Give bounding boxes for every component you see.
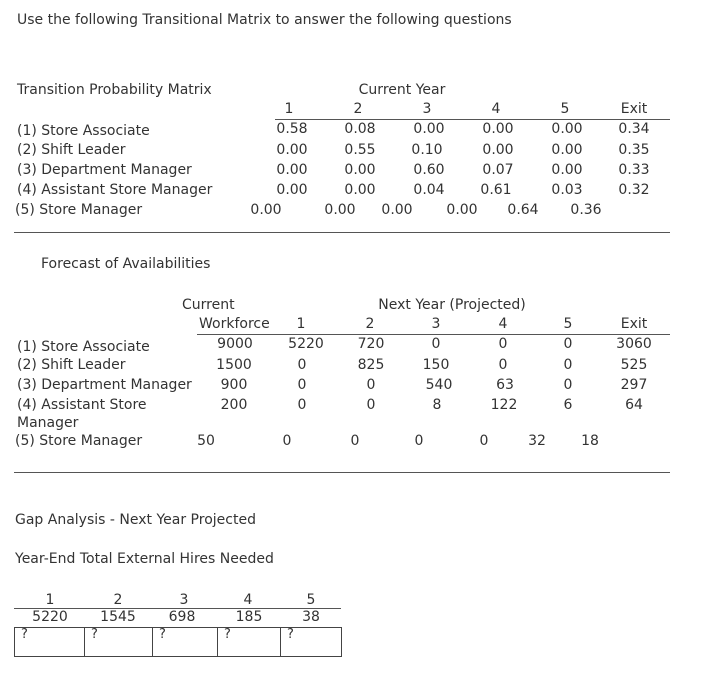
gap-answer: ?	[21, 627, 28, 642]
forecast-cell: 0	[431, 336, 441, 352]
tpm-cell: 0.34	[618, 121, 650, 137]
forecast-current-header: Current	[182, 297, 235, 313]
gap-value: 698	[168, 609, 196, 625]
tpm-cell: 0.00	[551, 142, 583, 158]
tpm-cell: 0.32	[618, 182, 650, 198]
intro-text: Use the following Transitional Matrix to answer the following questions	[17, 12, 512, 28]
forecast-row-label: (5) Store Manager	[15, 433, 143, 449]
forecast-row-label-cont: Manager	[17, 415, 79, 431]
forecast-cell: 32	[528, 433, 546, 449]
forecast-cell: 0	[498, 336, 508, 352]
tpm-cell: 0.03	[551, 182, 583, 198]
gap-value: 5220	[32, 609, 68, 625]
tpm-cell: 0.35	[618, 142, 650, 158]
forecast-col-header: 2	[365, 316, 375, 332]
tpm-cell: 0.00	[276, 182, 308, 198]
forecast-cell: 0	[563, 377, 573, 393]
gap-answer-box-4[interactable]	[217, 627, 281, 657]
tpm-cell: 0.55	[344, 142, 376, 158]
gap-col-header: 3	[179, 592, 189, 608]
forecast-cell: 0	[563, 336, 573, 352]
forecast-row-label: (4) Assistant Store	[17, 397, 147, 413]
tpm-col-header: 1	[284, 101, 294, 117]
gap-col-header: 5	[306, 592, 316, 608]
forecast-cell: 720	[357, 336, 385, 352]
forecast-cell: 0	[563, 357, 573, 373]
tpm-row-label: (5) Store Manager	[15, 202, 143, 218]
tpm-col-header: 2	[353, 101, 363, 117]
forecast-cell: 0	[498, 357, 508, 373]
tpm-cell: 0.33	[618, 162, 650, 178]
gap-answer: ?	[91, 627, 98, 642]
tpm-cell: 0.00	[482, 121, 514, 137]
forecast-cell: 0	[297, 377, 307, 393]
tpm-cell: 0.61	[480, 182, 512, 198]
tpm-col-header: 3	[422, 101, 432, 117]
tpm-cell: 0.60	[413, 162, 445, 178]
tpm-cell: 0.00	[344, 182, 376, 198]
forecast-workforce-cell: 200	[220, 397, 248, 413]
tpm-col-header: Exit	[620, 101, 648, 117]
tpm-cell: 0.00	[276, 142, 308, 158]
forecast-col-header: 4	[498, 316, 508, 332]
tpm-cell: 0.00	[276, 162, 308, 178]
forecast-cell: 825	[357, 357, 385, 373]
forecast-cell: 3060	[616, 336, 652, 352]
gap-answer-box-3[interactable]	[152, 627, 218, 657]
tpm-cell: 0.00	[344, 162, 376, 178]
forecast-cell: 297	[620, 377, 648, 393]
tpm-cell: 0.10	[411, 142, 443, 158]
forecast-cell: 18	[581, 433, 599, 449]
tpm-col-header: 4	[491, 101, 501, 117]
forecast-cell: 63	[496, 377, 514, 393]
forecast-cell: 150	[422, 357, 450, 373]
tpm-cell: 0.64	[507, 202, 539, 218]
tpm-cell: 0.58	[276, 121, 308, 137]
forecast-cell: 8	[432, 397, 442, 413]
tpm-cell: 0.00	[324, 202, 356, 218]
forecast-workforce-cell: 900	[220, 377, 248, 393]
section-divider	[14, 232, 670, 233]
tpm-cell: 0.00	[250, 202, 282, 218]
tpm-row-label: (1) Store Associate	[17, 123, 150, 139]
gap-value: 38	[302, 609, 320, 625]
forecast-workforce-cell: 9000	[217, 336, 253, 352]
forecast-row-label: (3) Department Manager	[17, 377, 192, 393]
forecast-workforce-header: Workforce	[199, 316, 270, 332]
forecast-group-header: Next Year (Projected)	[378, 297, 526, 313]
forecast-workforce-cell: 1500	[216, 357, 252, 373]
forecast-cell: 0	[414, 433, 424, 449]
forecast-cell: 0	[366, 377, 376, 393]
tpm-cell: 0.04	[413, 182, 445, 198]
tpm-cell: 0.00	[446, 202, 478, 218]
gap-answer-box-5[interactable]	[280, 627, 342, 657]
tpm-cell: 0.00	[413, 121, 445, 137]
tpm-cell: 0.07	[482, 162, 514, 178]
forecast-title: Forecast of Availabilities	[41, 256, 211, 272]
forecast-header-rule	[197, 334, 670, 335]
gap-col-header: 1	[45, 592, 55, 608]
forecast-cell: 0	[297, 397, 307, 413]
tpm-cell: 0.00	[381, 202, 413, 218]
gap-answer-box-2[interactable]	[84, 627, 153, 657]
tpm-group-header: Current Year	[358, 82, 446, 98]
gap-value: 1545	[100, 609, 136, 625]
forecast-cell: 0	[282, 433, 292, 449]
forecast-cell: 525	[620, 357, 648, 373]
tpm-header-rule	[275, 119, 670, 120]
forecast-col-header: 3	[431, 316, 441, 332]
forecast-cell: 540	[425, 377, 453, 393]
forecast-cell: 5220	[288, 336, 324, 352]
forecast-cell: 64	[625, 397, 643, 413]
tpm-col-header: 5	[560, 101, 570, 117]
forecast-col-header: Exit	[620, 316, 648, 332]
gap-title: Gap Analysis - Next Year Projected	[15, 512, 256, 528]
forecast-workforce-cell: 50	[197, 433, 215, 449]
gap-answer-box-1[interactable]	[14, 627, 85, 657]
forecast-cell: 0	[479, 433, 489, 449]
tpm-cell: 0.00	[482, 142, 514, 158]
gap-subtitle: Year-End Total External Hires Needed	[15, 551, 274, 567]
tpm-cell: 0.08	[344, 121, 376, 137]
forecast-cell: 0	[297, 357, 307, 373]
tpm-row-label: (2) Shift Leader	[17, 142, 126, 158]
forecast-cell: 122	[490, 397, 518, 413]
gap-col-header: 4	[243, 592, 253, 608]
gap-col-header: 2	[113, 592, 123, 608]
gap-answer: ?	[159, 627, 166, 642]
gap-answer: ?	[224, 627, 231, 642]
tpm-row-label: (4) Assistant Store Manager	[17, 182, 213, 198]
tpm-title: Transition Probability Matrix	[17, 82, 212, 98]
forecast-row-label: (2) Shift Leader	[17, 357, 126, 373]
tpm-row-label: (3) Department Manager	[17, 162, 192, 178]
section-divider	[14, 472, 670, 473]
gap-value: 185	[235, 609, 263, 625]
tpm-cell: 0.36	[570, 202, 602, 218]
tpm-cell: 0.00	[551, 121, 583, 137]
forecast-col-header: 1	[296, 316, 306, 332]
forecast-col-header: 5	[563, 316, 573, 332]
gap-answer: ?	[287, 627, 294, 642]
tpm-cell: 0.00	[551, 162, 583, 178]
forecast-cell: 0	[350, 433, 360, 449]
forecast-cell: 6	[563, 397, 573, 413]
forecast-row-label: (1) Store Associate	[17, 339, 150, 355]
forecast-cell: 0	[366, 397, 376, 413]
